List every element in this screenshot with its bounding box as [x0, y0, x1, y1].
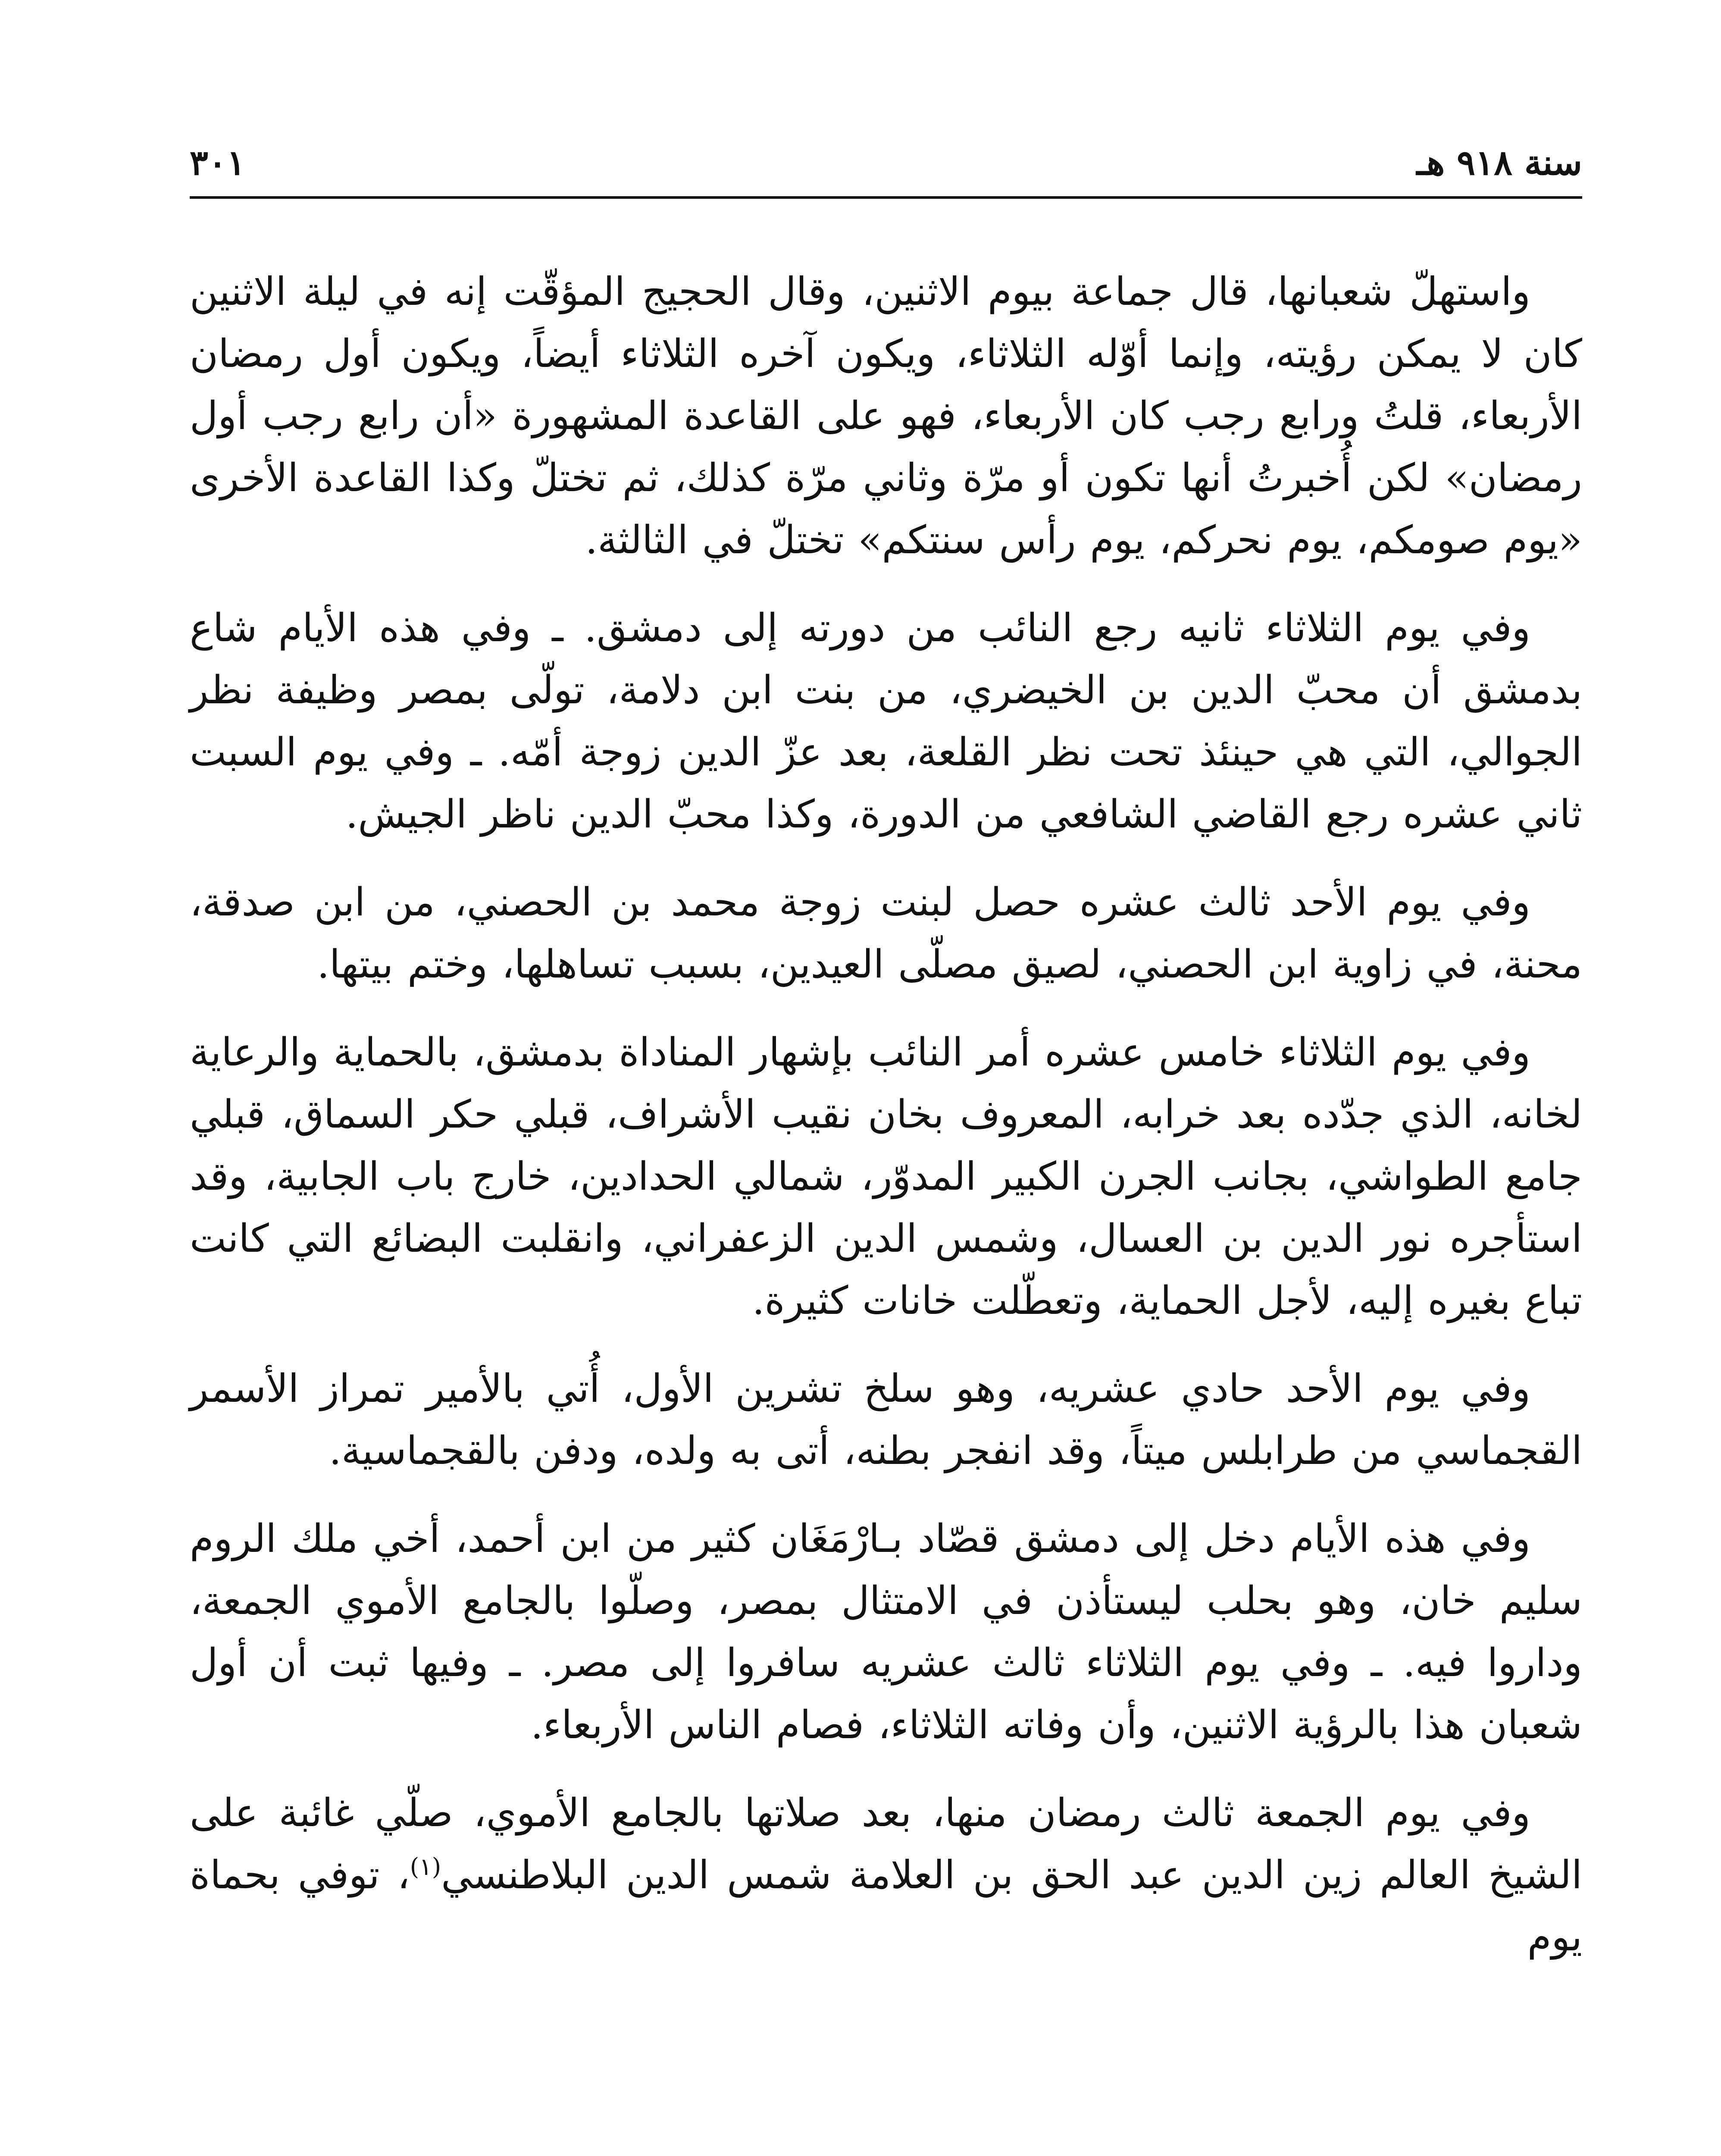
page-number: ٣٠١: [190, 142, 245, 183]
header-rule: [190, 196, 1582, 199]
paragraph: وفي هذه الأيام دخل إلى دمشق قصّاد بـارْمَغَان كثير من ابن أحمد، أخي ملك الروم سليم خان، وهو بحلب ليستأذن في الامتثال بمصر، وصلّوا بالجامع الأموي الجمعة، وداروا فيه. ـ وفي يوم الثلاثاء ثالث عشريه سافروا إلى مصر. ـ وفيها ثبت أن أول شعبان هذا بالرؤية الاثنين، وأن وفاته الثلاثاء، فصام الناس الأربعاء.: [190, 1516, 1582, 1748]
paragraph-last: [190, 1782, 1582, 1968]
paragraph: وفي يوم الأحد حادي عشريه، وهو سلخ تشرين الأول، أُتي بالأمير تمراز الأسمر القجماسي من طرابلس ميتاً، وقد انفجر بطنه، أتى به ولده، ودفن بالقجماسية.: [190, 1366, 1582, 1473]
paragraph: واستهلّ شعبانها، قال جماعة بيوم الاثنين، وقال الحجيج المؤقّت إنه في ليلة الاثنين كان لا يمكن رؤيته، وإنما أوّله الثلاثاء، ويكون آخره الثلاثاء أيضاً، ويكون أول رمضان الأربعاء، قلتُ ورابع رجب كان الأربعاء، فهو على القاعدة المشهورة «أن رابع رجب أول رمضان» لكن أُخبرتُ أنها تكون أو مرّة وثاني مرّة كذلك، ثم تختلّ وكذا القاعدة الأخرى «يوم صومكم، يوم نحركم، يوم رأس سنتكم» تختلّ في الثالثة.: [190, 269, 1583, 563]
footnote-marker[interactable]: (١): [410, 1853, 441, 1880]
paragraph: وفي يوم الثلاثاء خامس عشره أمر النائب بإشهار المناداة بدمشق، بالحماية والرعاية لخانه، الذي جدّده بعد خرابه، المعروف بخان نقيب الأشراف، قبلي حكر السماق، قبلي جامع الطواشي، بجانب الجرن الكبير المدوّر، شمالي الحدادين، خارج باب الجابية، وقد استأجره نور الدين بن العسال، وشمس الدين الزعفراني، وانقلبت البضائع التي كانت تباع بغيره إليه، لأجل الحماية، وتعطّلت خانات كثيرة.: [190, 1030, 1582, 1323]
running-head-year: سنة ٩١٨ هـ: [1416, 142, 1582, 183]
paragraph: وفي يوم الأحد ثالث عشره حصل لبنت زوجة محمد بن الحصني، من ابن صدقة، محنة، في زاوية ابن الحصني، لصيق مصلّى العيدين، بسبب تساهلها، وختم بيتها.: [190, 880, 1582, 987]
paragraph: وفي يوم الثلاثاء ثانيه رجع النائب من دورته إلى دمشق. ـ وفي هذه الأيام شاع بدمشق أن محبّ الدين بن الخيضري، من بنت ابن دلامة، تولّى بمصر وظيفة نظر الجوالي، التي هي حينئذ تحت نظر القلعة، بعد عزّ الدين زوجة أمّه. ـ وفي يوم السبت ثاني عشره رجع القاضي الشافعي من الدورة، وكذا محبّ الدين ناظر الجيش.: [190, 605, 1582, 837]
paragraph-last-tail: ، توفي بحماة يوم: [190, 1852, 1582, 1960]
book-page: [190, 129, 1582, 2156]
page-header: [190, 129, 1582, 198]
paragraph-last-text: وفي يوم الجمعة ثالث رمضان منها، بعد صلاتها بالجامع الأموي، صلّي غائبة على الشيخ العالم زين الدين عبد الحق بن العلامة شمس الدين البلاطنسي: [190, 1790, 1582, 1898]
body-text: [190, 261, 1582, 1968]
